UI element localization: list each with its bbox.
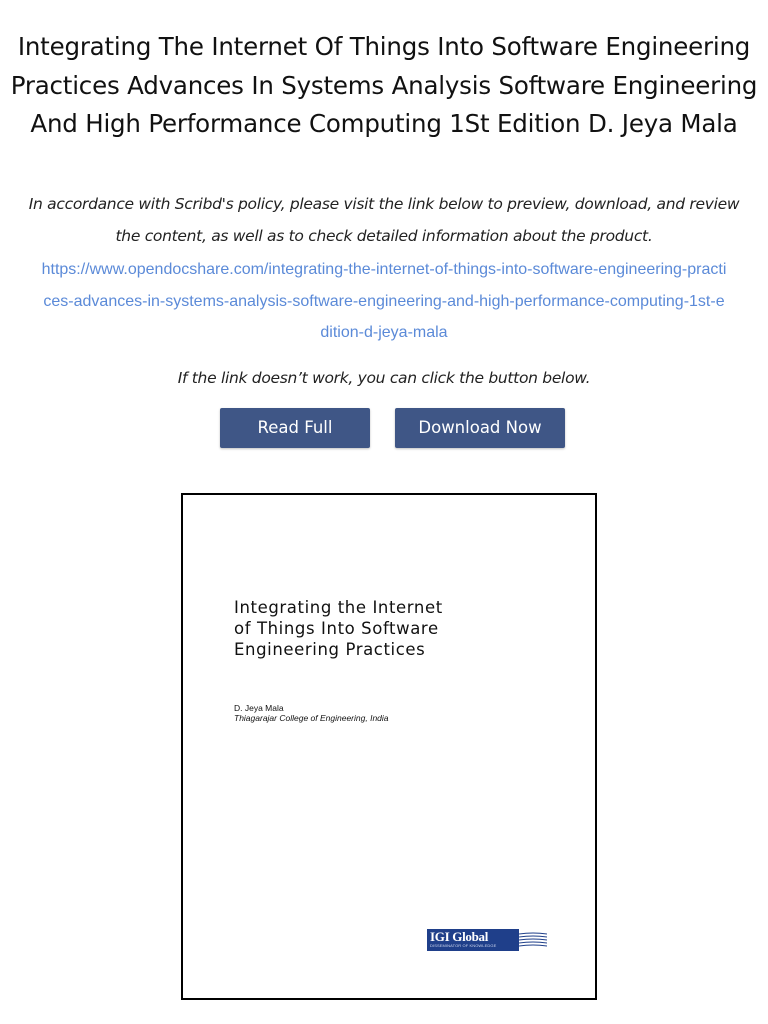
download-now-button[interactable]: Download Now (395, 408, 565, 448)
publisher-logo (427, 929, 547, 951)
cover-title: Integrating the Internet of Things Into Software Engineering Practices (234, 598, 443, 659)
publisher-name: IGI Global (430, 929, 489, 944)
publisher-tagline: DISSEMINATOR OF KNOWLEDGE (430, 943, 497, 948)
publisher-logo-box (427, 929, 519, 951)
read-full-button[interactable]: Read Full (220, 408, 370, 448)
fallback-notice: If the link doesn’t work, you can click the button below. (177, 369, 591, 387)
book-cover (181, 493, 597, 1000)
publisher-stripes-icon (519, 931, 547, 949)
product-link[interactable]: https://www.opendocshare.com/integrating-the-internet-of-things-into-software-engineering-practices-advances-in-systems-analysis-software-engineering-and-high-performance-computing-1st-edition-d-jeya-mala (41, 261, 727, 341)
cover-author: D. Jeya Mala (234, 703, 284, 713)
page-title: Integrating The Internet Of Things Into Software Engineering Practices Advances In Systems Analysis Software Engineering And High Performance Computing 1St Edition D. Jeya Mala (10, 32, 758, 138)
policy-notice: In accordance with Scribd's policy, please visit the link below to preview, download, and review the content, as well as to check detailed information about the product. (28, 195, 740, 245)
cover-affiliation: Thiagarajar College of Engineering, India (234, 713, 389, 723)
